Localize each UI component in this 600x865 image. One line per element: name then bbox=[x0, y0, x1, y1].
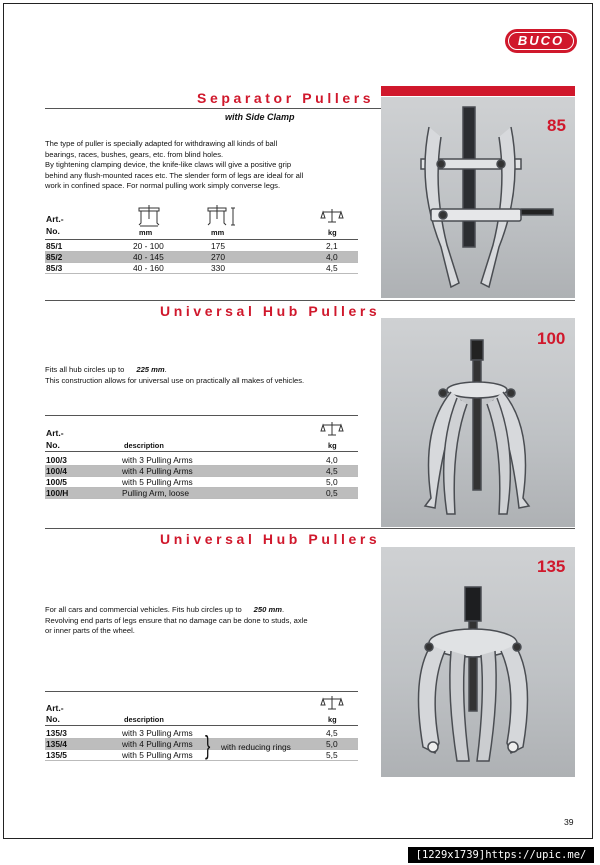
section1-article-number: 85 bbox=[547, 116, 566, 135]
section2-desc-prefix: Fits all hub circles up to bbox=[45, 365, 125, 374]
table-header-no: No. bbox=[46, 714, 60, 724]
table-row bbox=[45, 455, 358, 466]
section3-article-number: 135 bbox=[537, 557, 566, 576]
table-row bbox=[45, 263, 358, 274]
table-header-no: No. bbox=[46, 226, 60, 236]
reach-depth-icon bbox=[206, 205, 240, 227]
description: with 4 Pulling Arms bbox=[122, 739, 193, 749]
table-top-rule bbox=[45, 415, 358, 416]
section1-red-bar bbox=[381, 86, 575, 96]
table-header-art: Art.- bbox=[46, 214, 64, 224]
separator-puller-illustration bbox=[381, 97, 575, 298]
art-no: 135/4 bbox=[46, 739, 67, 749]
table-header-description: description bbox=[124, 715, 164, 724]
weight-kg: 4,5 bbox=[326, 466, 338, 476]
table-header-mm: mm bbox=[139, 228, 153, 237]
art-no: 100/H bbox=[46, 488, 69, 498]
weight-kg: 4,0 bbox=[326, 455, 338, 465]
hub-puller-revolving-illustration bbox=[381, 547, 575, 777]
jaw-range: 40 - 145 bbox=[133, 252, 164, 262]
section2-rule bbox=[45, 300, 575, 301]
section1-desc-line: bearings, races, bushes, gears, etc. from blind holes. bbox=[45, 149, 224, 159]
section1-desc-line: work in confined space. For normal pulling work simply converse legs. bbox=[45, 181, 281, 190]
section3-description bbox=[45, 605, 375, 637]
table-header-art: Art.- bbox=[46, 703, 64, 713]
scale-weight-icon bbox=[320, 421, 344, 437]
weight-kg: 5,5 bbox=[326, 750, 338, 760]
description: with 3 Pulling Arms bbox=[122, 455, 193, 465]
jaw-range: 40 - 160 bbox=[133, 263, 164, 273]
description: with 4 Pulling Arms bbox=[122, 466, 193, 476]
art-no: 135/5 bbox=[46, 750, 67, 760]
table-row bbox=[45, 252, 358, 263]
section2-description bbox=[45, 365, 375, 386]
section3-desc-line: or inner parts of the wheel. bbox=[45, 626, 135, 635]
section1-desc-line: The type of puller is specially adapted for withdrawing all kinds of ball bbox=[45, 139, 278, 148]
table-header-description: description bbox=[124, 441, 164, 450]
table-top-rule bbox=[45, 691, 358, 692]
table-row bbox=[45, 466, 358, 477]
art-no: 85/1 bbox=[46, 241, 63, 251]
table-header-no: No. bbox=[46, 440, 60, 450]
buco-logo bbox=[505, 29, 577, 53]
table-header-kg: kg bbox=[328, 441, 337, 450]
table-header-rule bbox=[45, 725, 358, 726]
section1-desc-line: By tightening clamping device, the knife-like claws will give a positive grip bbox=[45, 160, 292, 169]
section2-title: Universal Hub Pullers bbox=[160, 303, 381, 319]
table-row bbox=[45, 728, 358, 739]
scale-weight-icon bbox=[320, 208, 344, 224]
weight-kg: 5,0 bbox=[326, 739, 338, 749]
description: with 5 Pulling Arms bbox=[122, 477, 193, 487]
section1-description bbox=[45, 139, 375, 192]
reach-length: 270 bbox=[211, 252, 225, 262]
weight-kg: 5,0 bbox=[326, 477, 338, 487]
section1-product-photo bbox=[381, 97, 575, 298]
table-row bbox=[45, 488, 358, 499]
reach-length: 330 bbox=[211, 263, 225, 273]
section3-desc-value: 250 mm bbox=[253, 605, 282, 614]
weight-kg: 2,1 bbox=[326, 241, 338, 251]
table-row bbox=[45, 739, 358, 750]
table-row bbox=[45, 750, 358, 761]
table-header-kg: kg bbox=[328, 228, 337, 237]
section2-desc-suffix: . bbox=[164, 365, 167, 374]
section1-title: Separator Pullers bbox=[197, 90, 375, 106]
section2-table bbox=[45, 415, 358, 505]
page-number: 39 bbox=[564, 817, 574, 827]
description: with 5 Pulling Arms bbox=[122, 750, 193, 760]
weight-kg: 0,5 bbox=[326, 488, 338, 498]
art-no: 85/2 bbox=[46, 252, 63, 262]
art-no: 100/5 bbox=[46, 477, 67, 487]
hub-puller-illustration bbox=[381, 318, 575, 527]
section1-desc-line: behind any flush-mounted races etc. The slender form of legs are ideal for all bbox=[45, 170, 304, 180]
section1-table bbox=[45, 205, 358, 280]
section3-rule bbox=[45, 528, 575, 529]
table-header-mm: mm bbox=[211, 228, 225, 237]
jaw-range: 20 - 100 bbox=[133, 241, 164, 251]
section3-product-photo bbox=[381, 547, 575, 777]
section3-desc-prefix: For all cars and commercial vehicles. Fits hub circles up to bbox=[45, 605, 242, 614]
weight-kg: 4,5 bbox=[326, 263, 338, 273]
art-no: 100/3 bbox=[46, 455, 67, 465]
buco-logo-text: BUCO bbox=[508, 32, 574, 50]
source-stamp: [1229x1739]https://upic.me/ bbox=[408, 847, 594, 863]
jaw-spread-icon bbox=[137, 205, 161, 227]
table-header-rule bbox=[45, 239, 358, 240]
art-no: 85/3 bbox=[46, 263, 63, 273]
table-header-rule bbox=[45, 451, 358, 452]
table-row bbox=[45, 477, 358, 488]
section2-article-number: 100 bbox=[537, 329, 566, 348]
scale-weight-icon bbox=[320, 695, 344, 711]
section2-product-photo bbox=[381, 318, 575, 527]
brace-note: with reducing rings bbox=[221, 742, 291, 752]
section2-desc-value: 225 mm bbox=[136, 365, 165, 374]
table-header-art: Art.- bbox=[46, 428, 64, 438]
table-header-kg: kg bbox=[328, 715, 337, 724]
section3-table bbox=[45, 691, 358, 771]
section3-desc-line: Revolving end parts of legs ensure that no damage can be done to studs, axle bbox=[45, 615, 308, 625]
section1-subtitle: with Side Clamp bbox=[225, 112, 295, 122]
brace-icon: } bbox=[205, 733, 211, 761]
art-no: 100/4 bbox=[46, 466, 67, 476]
table-row bbox=[45, 241, 358, 252]
description: Pulling Arm, loose bbox=[122, 488, 190, 498]
description: with 3 Pulling Arms bbox=[122, 728, 193, 738]
reach-length: 175 bbox=[211, 241, 225, 251]
art-no: 135/3 bbox=[46, 728, 67, 738]
section3-title: Universal Hub Pullers bbox=[160, 531, 381, 547]
section3-desc-suffix: . bbox=[281, 605, 285, 614]
weight-kg: 4,0 bbox=[326, 252, 338, 262]
section2-desc-line: This construction allows for universal use on practically all makes of vehicles. bbox=[45, 375, 305, 385]
weight-kg: 4,5 bbox=[326, 728, 338, 738]
